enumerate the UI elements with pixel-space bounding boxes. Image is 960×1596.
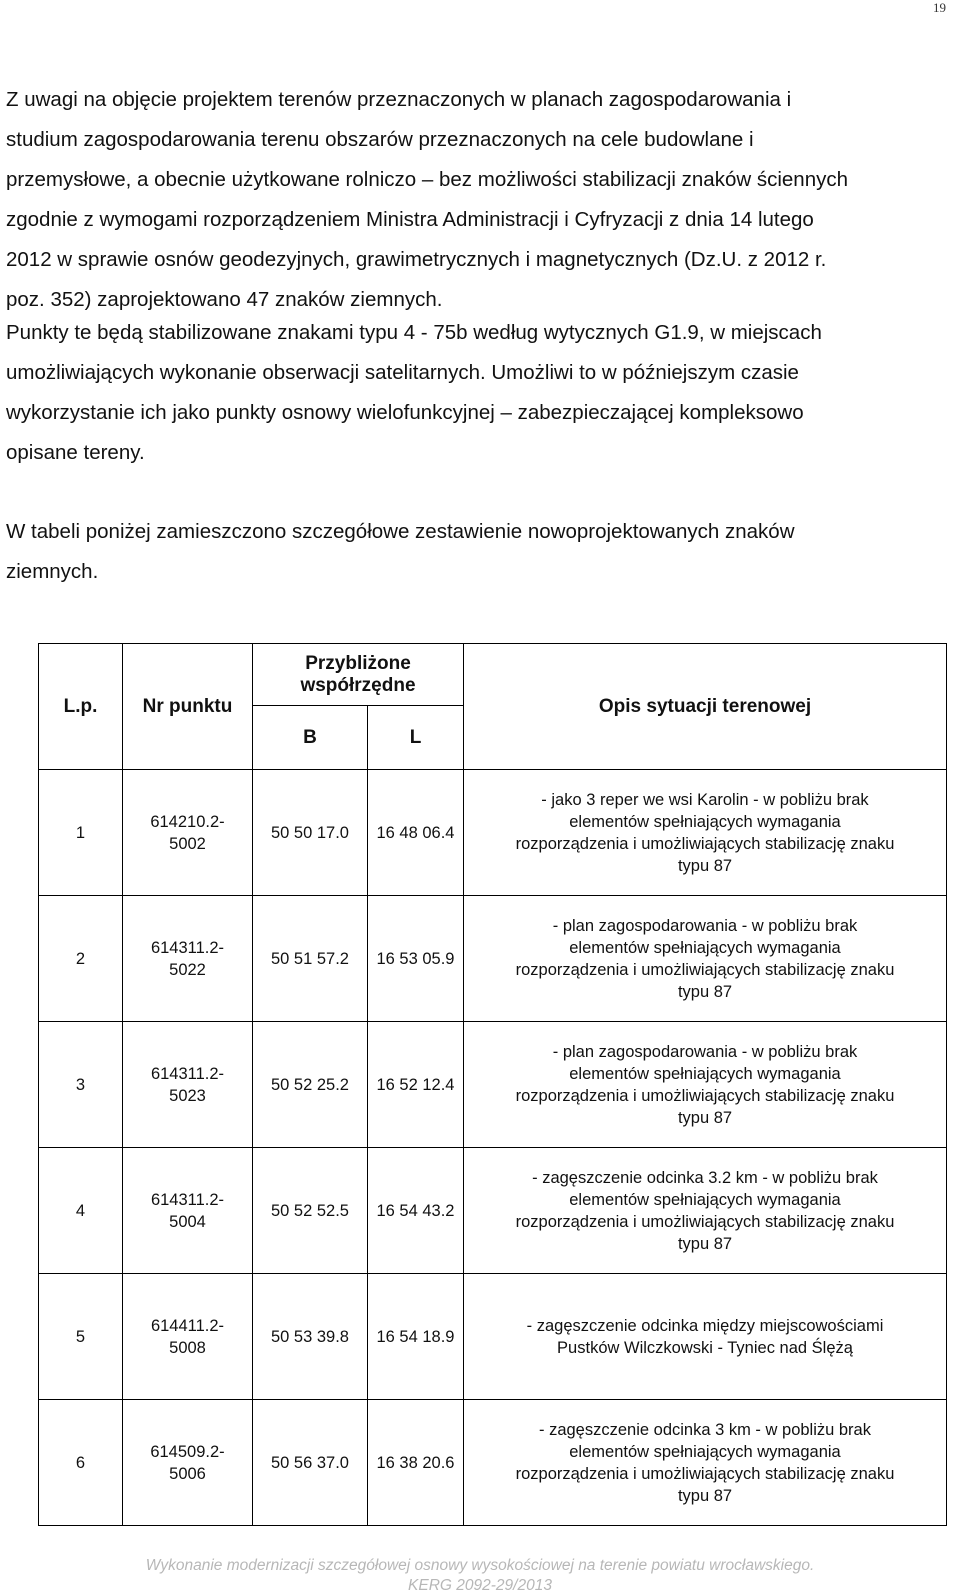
paragraph-stabilization <box>6 313 951 473</box>
point-number-part: 5022 <box>169 960 206 979</box>
cell-lp: 3 <box>39 1022 123 1148</box>
header-l: L <box>368 706 464 770</box>
page-number: 19 <box>933 0 946 15</box>
table-row <box>39 1022 947 1148</box>
cell-l: 16 54 43.2 <box>368 1148 464 1274</box>
text-line: wykorzystanie ich jako punkty osnowy wielofunkcyjnej – zabezpieczającej kompleksowo <box>6 401 804 424</box>
table-row <box>39 1274 947 1400</box>
header-opis: Opis sytuacji terenowej <box>464 644 947 770</box>
description-line: rozporządzenia i umożliwiających stabilizację znaku <box>515 1086 895 1105</box>
cell-l: 16 54 18.9 <box>368 1274 464 1400</box>
point-number-part: 5023 <box>169 1086 206 1105</box>
description-line: typu 87 <box>677 982 733 1001</box>
description-line: typu 87 <box>677 856 733 875</box>
text-line: 2012 w sprawie osnów geodezyjnych, grawimetrycznych i magnetycznych (Dz.U. z 2012 r. <box>6 248 827 271</box>
cell-lp: 1 <box>39 770 123 896</box>
table-row <box>39 896 947 1022</box>
table-row <box>39 1400 947 1526</box>
description-line: - zagęszczenie odcinka 3.2 km - w pobliżu brak <box>532 1168 878 1187</box>
cell-lp: 5 <box>39 1274 123 1400</box>
point-number-part: 614311.2- <box>150 938 225 957</box>
point-number-part: 614311.2- <box>150 1064 225 1083</box>
description-line: elementów spełniających wymagania <box>569 1442 841 1461</box>
text-line: opisane tereny. <box>6 441 145 464</box>
description-line: - zagęszczenie odcinka 3 km - w pobliżu brak <box>539 1420 871 1439</box>
description-line: Pustków Wilczkowski - Tyniec nad Ślężą <box>557 1338 853 1357</box>
text-line: Z uwagi na objęcie projektem terenów przeznaczonych w planach zagospodarowania i <box>6 88 792 111</box>
point-number-part: 5008 <box>169 1338 206 1357</box>
header-nr-punktu: Nr punktu <box>123 644 253 770</box>
point-number-part: 5002 <box>169 834 206 853</box>
description-line: - jako 3 reper we wsi Karolin - w pobliżu brak <box>541 790 869 809</box>
cell-l: 16 38 20.6 <box>368 1400 464 1526</box>
cell-lp: 6 <box>39 1400 123 1526</box>
cell-l: 16 52 12.4 <box>368 1022 464 1148</box>
cell-opis <box>464 896 947 1022</box>
cell-nr-punktu <box>123 770 253 896</box>
cell-lp: 2 <box>39 896 123 1022</box>
page-footer <box>0 1556 960 1596</box>
point-number-part: 5006 <box>169 1464 206 1483</box>
text-line: zgodnie z wymogami rozporządzeniem Ministra Administracji i Cyfryzacji z dnia 14 lutego <box>6 208 814 231</box>
cell-b: 50 51 57.2 <box>253 896 368 1022</box>
text-line: przemysłowe, a obecnie użytkowane rolniczo – bez możliwości stabilizacji znaków ściennych <box>6 168 849 191</box>
cell-opis <box>464 1148 947 1274</box>
cell-lp: 4 <box>39 1148 123 1274</box>
text-line: poz. 352) zaprojektowano 47 znaków ziemnych. <box>6 288 443 311</box>
cell-l: 16 53 05.9 <box>368 896 464 1022</box>
footer-line: KERG 2092-29/2013 <box>408 1577 552 1594</box>
table-row <box>39 1148 947 1274</box>
header-b: B <box>253 706 368 770</box>
description-line: rozporządzenia i umożliwiających stabilizację znaku <box>515 960 895 979</box>
points-table <box>38 643 947 1526</box>
footer-line: Wykonanie modernizacji szczegółowej osnowy wysokościowej na terenie powiatu wrocławskiego. <box>145 1557 815 1574</box>
paragraph-intro <box>6 80 951 320</box>
description-line: - zagęszczenie odcinka między miejscowościami <box>526 1316 884 1335</box>
cell-nr-punktu <box>123 1274 253 1400</box>
cell-b: 50 52 25.2 <box>253 1022 368 1148</box>
cell-b: 50 50 17.0 <box>253 770 368 896</box>
point-number-part: 614411.2- <box>150 1316 225 1335</box>
point-number-part: 614311.2- <box>150 1190 225 1209</box>
description-line: rozporządzenia i umożliwiających stabilizację znaku <box>515 834 895 853</box>
cell-nr-punktu <box>123 896 253 1022</box>
point-number-part: 5004 <box>169 1212 206 1231</box>
text-line: W tabeli poniżej zamieszczono szczegółowe zestawienie nowoprojektowanych znaków <box>6 520 795 543</box>
description-line: typu 87 <box>677 1486 733 1505</box>
cell-l: 16 48 06.4 <box>368 770 464 896</box>
cell-nr-punktu <box>123 1022 253 1148</box>
cell-b: 50 56 37.0 <box>253 1400 368 1526</box>
description-line: typu 87 <box>677 1108 733 1127</box>
header-coordinates: Przybliżone współrzędne <box>253 644 464 706</box>
table-row <box>39 770 947 896</box>
cell-opis <box>464 770 947 896</box>
text-line: umożliwiających wykonanie obserwacji satelitarnych. Umożliwi to w późniejszym czasie <box>6 361 799 384</box>
text-line: studium zagospodarowania terenu obszarów przeznaczonych na cele budowlane i <box>6 128 754 151</box>
description-line: rozporządzenia i umożliwiających stabilizację znaku <box>515 1212 895 1231</box>
text-line: ziemnych. <box>6 560 99 583</box>
text-line: Punkty te będą stabilizowane znakami typu 4 - 75b według wytycznych G1.9, w miejscach <box>6 321 822 344</box>
description-line: typu 87 <box>677 1234 733 1253</box>
description-line: elementów spełniających wymagania <box>569 938 841 957</box>
cell-b: 50 53 39.8 <box>253 1274 368 1400</box>
description-line: - plan zagospodarowania - w pobliżu brak <box>552 916 858 935</box>
description-line: elementów spełniających wymagania <box>569 812 841 831</box>
description-line: rozporządzenia i umożliwiających stabilizację znaku <box>515 1464 895 1483</box>
description-line: - plan zagospodarowania - w pobliżu brak <box>552 1042 858 1061</box>
point-number-part: 614509.2- <box>150 1442 225 1461</box>
cell-nr-punktu <box>123 1148 253 1274</box>
point-number-part: 614210.2- <box>150 812 225 831</box>
description-line: elementów spełniających wymagania <box>569 1064 841 1083</box>
cell-opis <box>464 1400 947 1526</box>
paragraph-table-intro <box>6 512 951 592</box>
cell-opis <box>464 1022 947 1148</box>
cell-opis <box>464 1274 947 1400</box>
cell-nr-punktu <box>123 1400 253 1526</box>
description-line: elementów spełniających wymagania <box>569 1190 841 1209</box>
cell-b: 50 52 52.5 <box>253 1148 368 1274</box>
header-lp: L.p. <box>39 644 123 770</box>
